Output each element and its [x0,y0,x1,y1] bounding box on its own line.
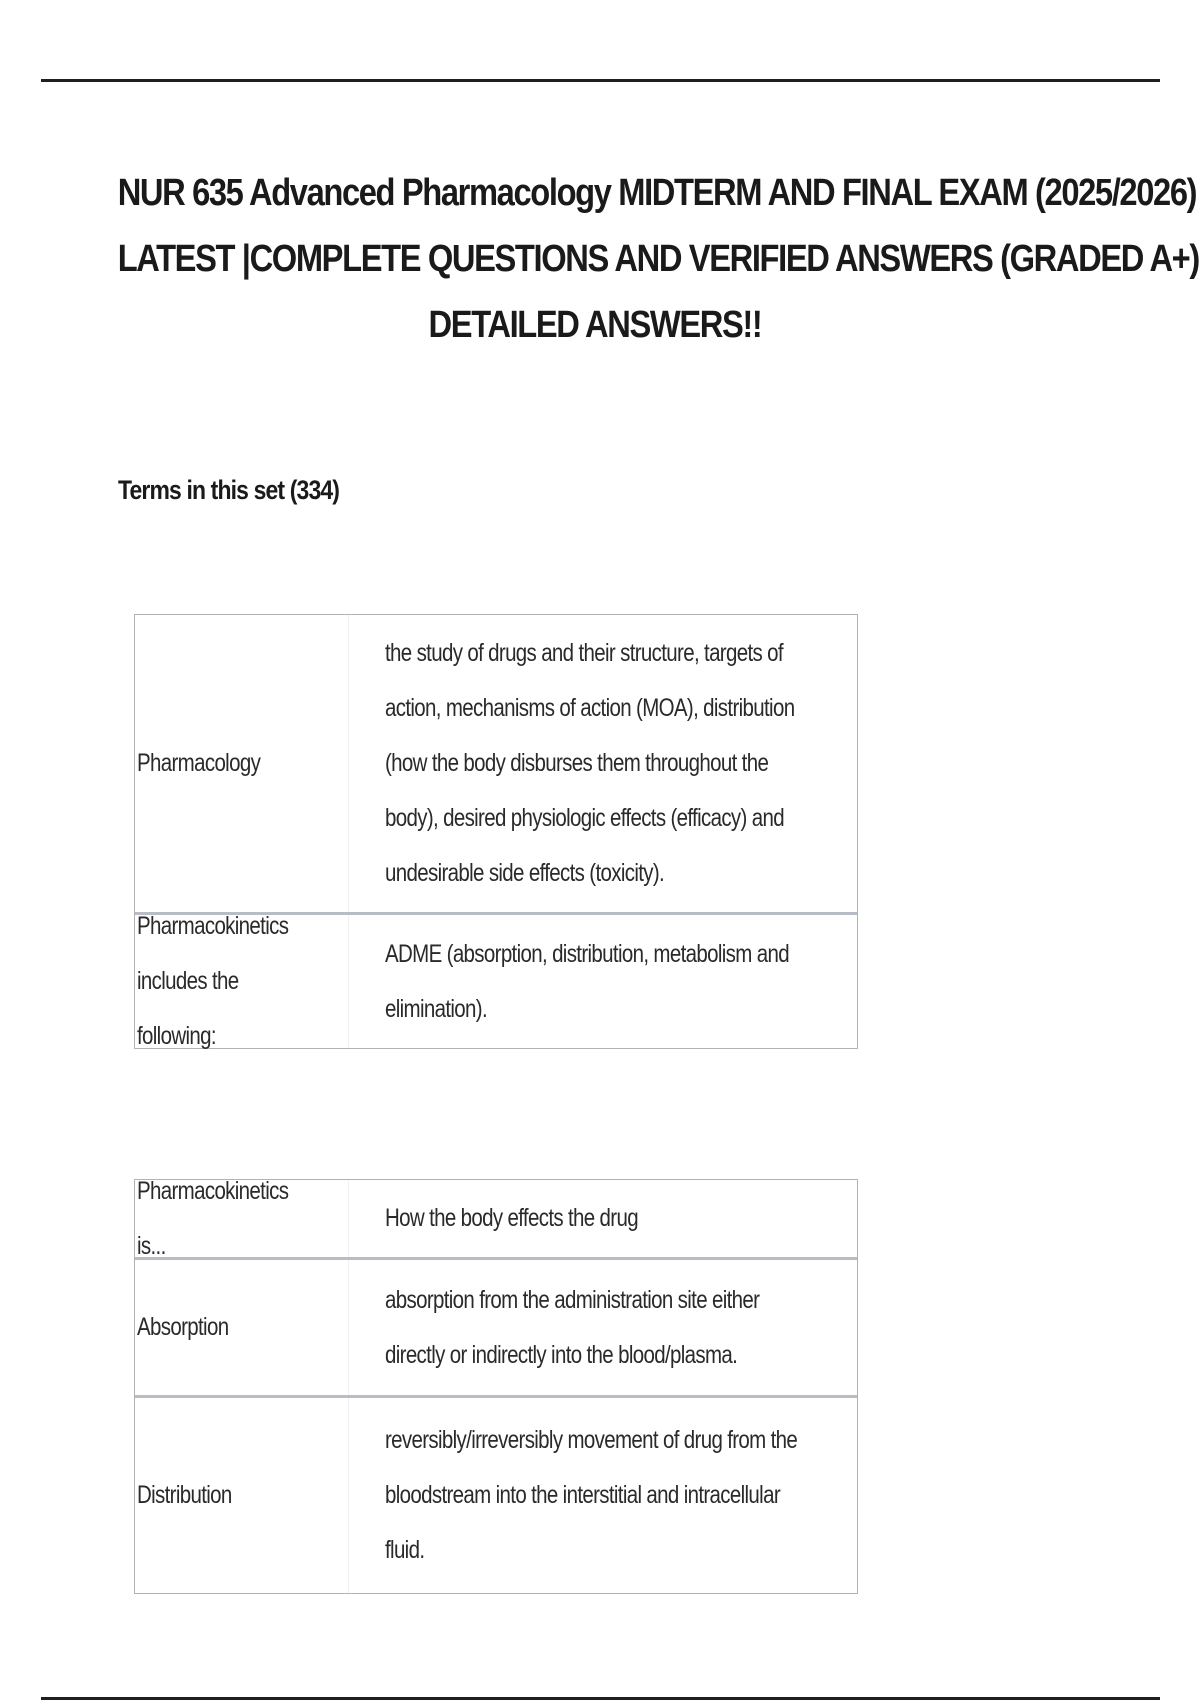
definition-text: absorption from the administration site either directly or indirectly into the blood/plasma. [385,1285,760,1369]
flashcard-term [135,1176,349,1260]
definition-text: reversibly/irreversibly movement of drug from the bloodstream into the interstitial and intracellular fluid. [385,1426,798,1564]
flashcard-term [135,615,349,912]
flashcard-row[interactable] [135,615,857,915]
term-text: Pharmacokinetics includes the following: [137,912,289,1050]
term-text: Distribution [137,1481,232,1509]
document-title-line-1: NUR 635 Advanced Pharmacology MIDTERM AND FINAL EXAM (2025/2026) [117,172,1197,214]
flashcard-definition [349,1273,955,1383]
flashcard-group-1 [134,614,858,1049]
flashcard-definition [349,1413,955,1578]
flashcard-definition [349,927,955,1037]
term-text: Pharmacokinetics is... [137,1176,289,1260]
top-divider [41,79,1160,82]
flashcard-term [135,1398,349,1593]
term-text: Absorption [137,1313,229,1341]
definition-text: the study of drugs and their structure, targets of action, mechanisms of action (MOA), distribution (how the body disburses them throughout the body), desired physiologic effects (efficacy) and undesirable side effects (toxicity). [385,639,795,887]
flashcard-definition [349,626,955,901]
flashcard-row[interactable] [135,1176,857,1260]
document-title-line-2: LATEST |COMPLETE QUESTIONS AND VERIFIED ANSWERS (GRADED A+) [117,238,1199,280]
term-text: Pharmacology [137,749,261,777]
flashcard-row[interactable] [135,912,857,1050]
flashcard-term [135,1260,349,1395]
flashcard-row[interactable] [135,1398,857,1593]
flashcard-definition [349,1191,955,1246]
definition-text: ADME (absorption, distribution, metabolism and elimination). [385,939,789,1023]
terms-count-heading: Terms in this set (334) [118,475,340,505]
document-title [117,160,1199,358]
flashcard-term [135,912,349,1050]
definition-text: How the body effects the drug [385,1204,638,1232]
flashcard-row[interactable] [135,1260,857,1398]
flashcard-group-2 [134,1176,858,1594]
document-title-line-3: DETAILED ANSWERS!! [428,304,762,346]
